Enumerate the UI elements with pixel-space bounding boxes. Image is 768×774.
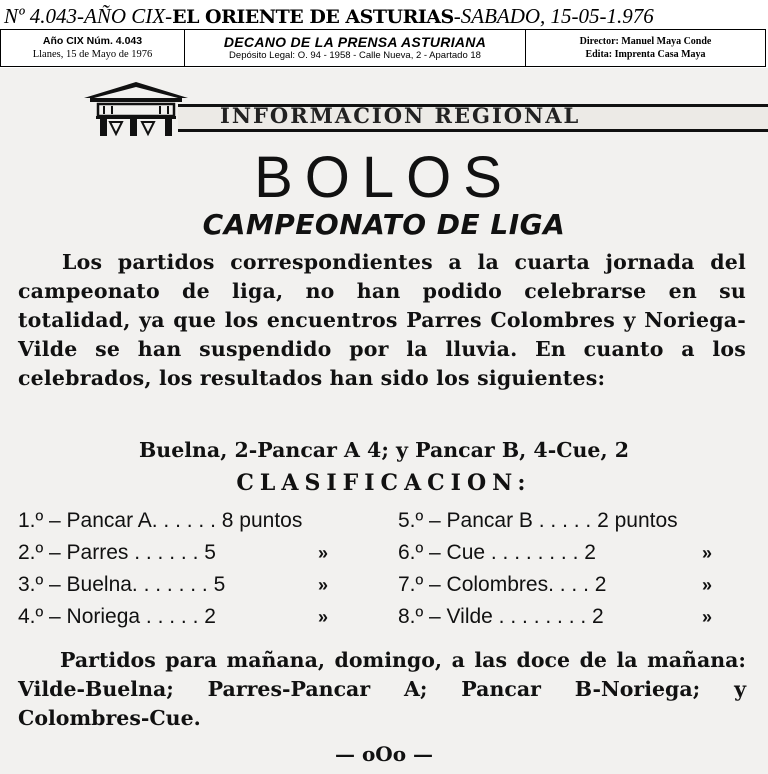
granary-logo-icon (80, 76, 192, 138)
newspaper-clipping (0, 68, 768, 774)
standings-row (18, 538, 766, 568)
standings-row (18, 602, 766, 632)
standings-entry: 2.º – Parres . . . . . . 5 (18, 541, 216, 564)
banner-title: INFORMACION REGIONAL (220, 103, 581, 128)
masthead-right (526, 30, 765, 66)
ditto-mark: » (318, 575, 329, 595)
issue-place-date: Llanes, 15 de Mayo de 1976 (32, 49, 153, 60)
article-intro: Los partidos correspondientes a la cuarta jornada del campeonato de liga, no han podido celebrarse en su totalidad, ya que los encuentros Parres Colombres y Noriega-Vilde se han suspendido por la lluvia. En cuanto a los celebrados, los resultados han sido los siguientes: (18, 250, 746, 390)
standings-entry: 8.º – Vilde . . . . . . . . 2 (398, 605, 604, 628)
ditto-mark: » (702, 543, 713, 563)
ditto-mark: » (702, 575, 713, 595)
standings-entry: 5.º – Pancar B . . . . . 2 puntos (398, 509, 678, 532)
masthead-center (185, 30, 526, 66)
masthead-publisher: Edita: Imprenta Casa Maya (585, 49, 706, 60)
standings-entry: 1.º – Pancar A. . . . . . 8 puntos (18, 509, 303, 532)
article-title: BOLOS (254, 145, 514, 210)
masthead-legal: Depósito Legal: O. 94 - 1958 - Calle Nueva, 2 - Apartado 18 (229, 50, 481, 61)
ditto-mark: » (318, 543, 329, 563)
issue-date: -SABADO, 15-05-1.976 (453, 4, 654, 28)
standings-entry: 4.º – Noriega . . . . . 2 (18, 605, 216, 628)
masthead-left (1, 30, 185, 66)
next-matches: Partidos para mañana, domingo, a las doce de la mañana: Vilde-Buelna; Parres-Pancar A; Pancar B-Noriega; y Colombres-Cue. (18, 648, 746, 730)
ditto-mark: » (702, 607, 713, 627)
masthead-director: Director: Manuel Maya Conde (579, 36, 712, 47)
newspaper-name: EL ORIENTE DE ASTURIAS (172, 6, 454, 28)
closing-mark: — oOo — (334, 742, 434, 766)
issue-number: Año CIX Núm. 4.043 (42, 35, 143, 47)
issue-prefix: Nº 4.043-AÑO CIX- (4, 4, 173, 28)
match-results: Buelna, 2-Pancar A 4; y Pancar B, 4-Cue, 2 (138, 438, 630, 462)
standings-entry: 7.º – Colombres. . . . 2 (398, 573, 607, 596)
article-subtitle: CAMPEONATO DE LIGA (202, 208, 566, 241)
standings-row (18, 570, 766, 600)
ditto-mark: » (318, 607, 329, 627)
standings-entry: 6.º – Cue . . . . . . . . 2 (398, 541, 596, 564)
classification-heading: CLASIFICACION: (236, 470, 532, 496)
standings-entry: 3.º – Buelna. . . . . . . 5 (18, 573, 226, 596)
issue-line (4, 4, 766, 28)
masthead-box (0, 29, 766, 67)
standings-row (18, 506, 766, 536)
masthead-motto: DECANO DE LA PRENSA ASTURIANA (223, 34, 487, 50)
